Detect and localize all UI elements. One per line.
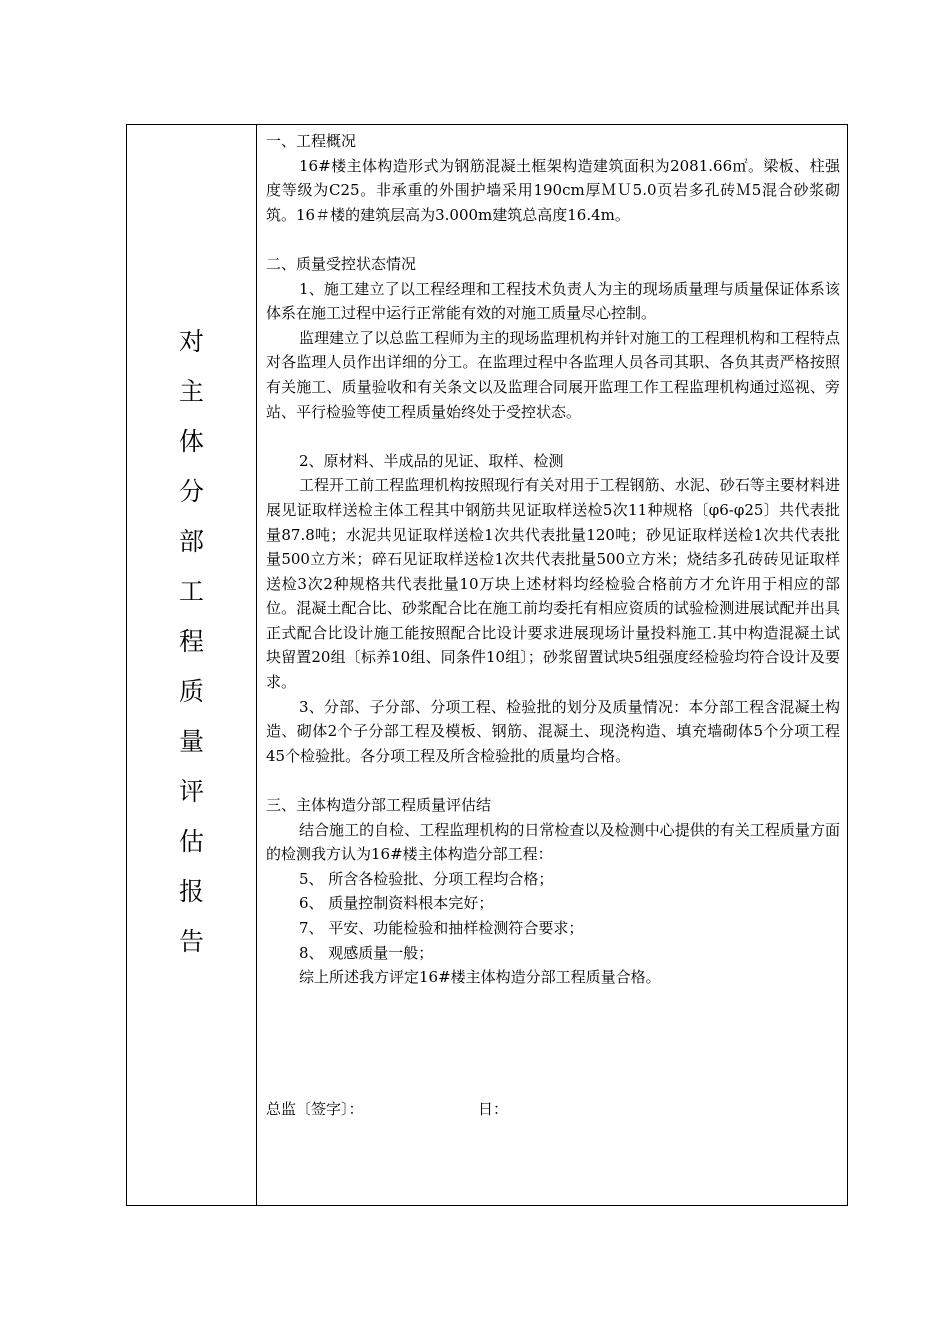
title-cell	[127, 125, 257, 1205]
title-char: 部	[178, 527, 204, 556]
section1-heading: 一、工程概况	[266, 132, 357, 150]
title-char: 质	[178, 677, 204, 706]
section2-paragraph-2: 监理建立了以总监工程师为主的现场监理机构并针对施工的工程理机构和工程特点对各监理人员作出详细的分工。在监理过程中各监理人员各司其职、各负其责严格按照有关施工、质量验收和有关条文以及监理合同展开监理工作工程监理机构通过巡视、旁站、平行检验等使工程质量始终处于受控状态。	[266, 328, 840, 421]
section2-paragraph-1: 1、施工建立了以工程经理和工程技术负责人为主的现场质量理与质量保证体系该体系在施工过程中运行正常能有效的对施工质量尽心控制。	[266, 279, 840, 323]
section3-item: 5、 所含各检验批、分项工程均合格；	[299, 869, 554, 888]
section2-subheading: 2、原材料、半成品的见证、取样、检测	[299, 451, 564, 470]
title-char: 主	[178, 377, 204, 406]
section2-paragraph-3: 工程开工前工程监理机构按照现行有关对用于工程钢筋、水泥、砂石等主要材料进展见证取样送检主体工程其中钢筋共见证取样送检5次11种规格〔φ6-φ25〕共代表批量87.8吨；水泥共见证取样送检1次共代表批量120吨；砂见证取样送检1次共代表批量500立方米；碎石见证取样送检1次共代表批量500立方米；烧结多孔砖砖见证取样送检3次2种规格共代表批量10万块上述材料均经检验合格前方才允许用于相应的部位。混凝土配合比、砂浆配合比在施工前均委托有相应资质的试验检测进展试配并出具正式配合比设计施工能按照配合比设计要求进展现场计量投料施工.其中构造混凝土试块留置20组〔标养10组、同条件10组〕；砂浆留置试块5组强度经检验均符合设计及要求。	[266, 476, 840, 692]
title-char: 对	[178, 327, 204, 356]
title-char: 程	[178, 627, 204, 656]
title-char: 评	[178, 777, 204, 806]
title-char: 工	[178, 577, 204, 606]
report-body	[266, 129, 840, 990]
section2-heading: 二、质量受控状态情况	[266, 254, 417, 273]
section3-conclusion: 综上所述我方评定16#楼主体构造分部工程质量合格。	[299, 968, 661, 987]
title-char: 报	[178, 877, 204, 906]
title-char: 估	[178, 827, 204, 856]
vertical-title	[127, 317, 256, 967]
section3-intro: 结合施工的自检、工程监理机构的日常检查以及检测中心提供的有关工程质量方面的检测我方认为16#楼主体构造分部工程：	[266, 820, 840, 864]
title-char: 量	[178, 727, 204, 756]
chief-signature-label: 总监〔签字〕：	[266, 1100, 364, 1118]
title-char: 体	[178, 427, 204, 456]
title-char: 分	[178, 477, 204, 506]
section2-paragraph-4: 3、分部、子分部、分项工程、检验批的划分及质量情况：本分部工程含混凝土构造、砌体2个子分部工程及模板、钢筋、混凝土、现浇构造、填充墙砌体5个分项工程45个检验批。各分项工程及所含检验批的质量均合格。	[266, 697, 840, 765]
date-label: 日：	[478, 1100, 509, 1118]
report-table	[126, 124, 848, 1206]
section3-item: 8、 观感质量一般；	[299, 943, 434, 962]
title-char: 告	[178, 927, 204, 956]
signature-row	[266, 1097, 509, 1121]
section3-item: 7、 平安、功能检验和抽样检测符合要求；	[299, 919, 584, 937]
section3-heading: 三、主体构造分部工程质量评估结	[266, 796, 492, 815]
content-cell	[257, 125, 847, 1205]
section1-paragraph: 16#楼主体构造形式为钢筋混凝土框架构造建筑面积为2081.66㎡。梁板、柱强度等级为C25。非承重的外围护墙采用190cm厚ＭＵ5.0页岩多孔砖Ｍ5混合砂浆砌筑。16＃楼的建筑层高为3.000m建筑总高度16.4m。	[266, 156, 840, 224]
section3-item: 6、 质量控制资料根本完好；	[299, 894, 494, 913]
